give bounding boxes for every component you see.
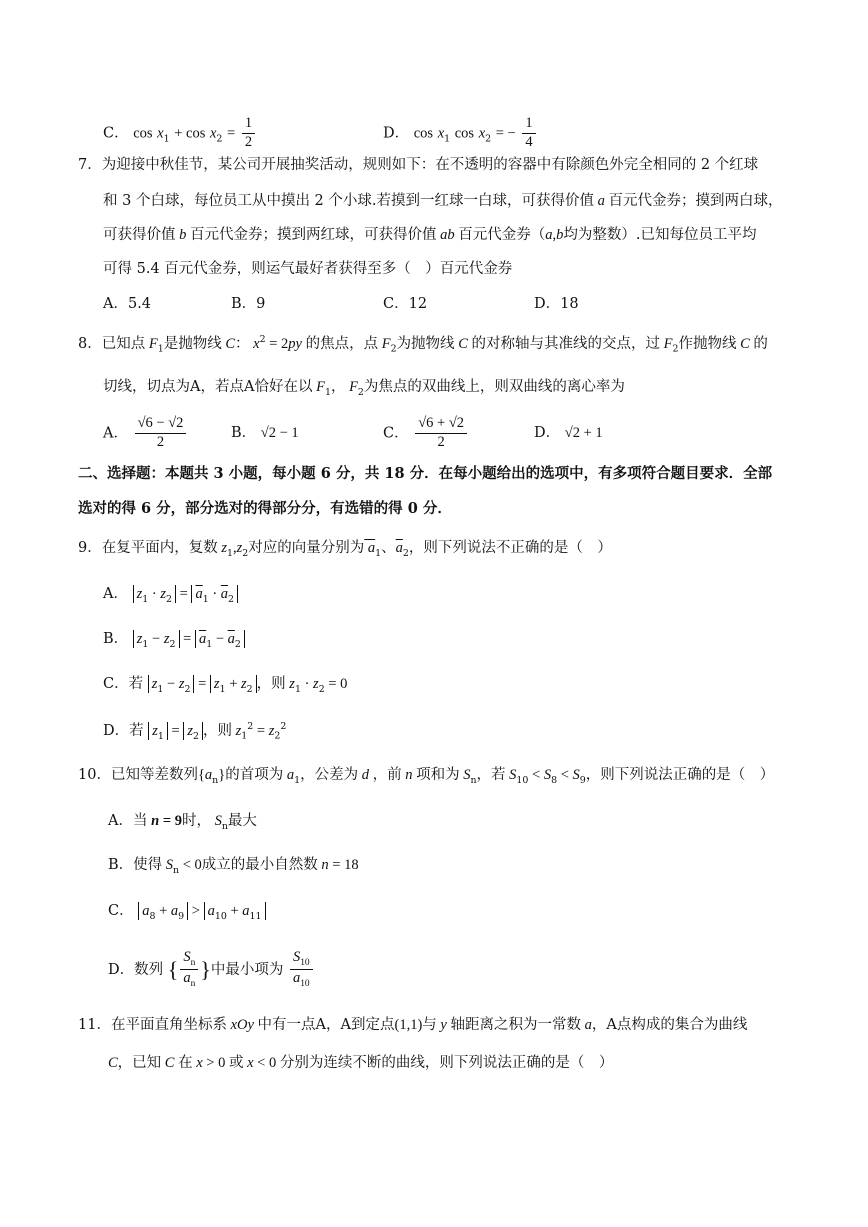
q8-line-2: 切线，切点为A，若点A恰好在以 $F_1$， $F_2$为焦点的双曲线上，则双曲线的离心率为 <box>103 379 625 398</box>
q7-line-2: 和 3 个白球，每位员工从中摸出 2 个小球.若摸到一红球一白球，可获得价值 a 百元代金券；摸到两白球， <box>103 193 783 209</box>
q9-stem: 9．在复平面内，复数 $z_1,z_2$对应的向量分别为 $a_1$、$\overline{a}_2$，则下列说法不正确的是（ ） <box>78 540 612 559</box>
q11-line-2: C，已知 C 在 x > 0 或 x < 0 分别为连续不断的曲线，则下列说法正确的是（ ） <box>108 1055 614 1071</box>
section-2-heading-line-1: 二、选择题：本题共 3 小题，每小题 6 分，共 18 分．在每小题给出的选项中，有多项符合题目要求．全部 <box>78 465 773 482</box>
q7-line-1: 7．为迎接中秋佳节，某公司开展抽奖活动，规则如下：在不透明的容器中有除颜色外完全相同的 2 个红球 <box>78 157 759 173</box>
q7-option-c: C．12 <box>383 296 428 312</box>
q10-option-c: C． $a_8 + a_9 > a_{10} + a_{11}$ <box>108 904 266 921</box>
q9-option-a: A． $z_1 \cdot z_2 = \overline{a}_1 \cdot \overline{a}_2$ <box>103 587 238 604</box>
q10-stem: 10．已知等差数列$\{a_n\}$的首项为 $a_1$，公差为 d ，前 n 项和为 $S_n$，若 $S_{10} < S_8 < S_9$，则下列说法正确的是（ ） <box>78 767 775 786</box>
q7-line-3: 可获得价值 b 百元代金券；摸到两红球，可获得价值 ab 百元代金券（a,b均为整数）.已知每位员工平均 <box>103 227 757 243</box>
q10-option-d: D．数列 { $\frac{S_n}{a_n}$ }中最小项为 $\frac{S_{10}}{a_{10}}$ <box>108 950 315 990</box>
q9-option-b: B． $z_1 - z_2 = \overline{a}_1 - \overline{a}_2$ <box>103 632 245 649</box>
q8-option-c: C． $\frac{√6 + √2}{2}$ <box>383 416 469 451</box>
q10-option-b: B．使得 $S_n < 0$成立的最小自然数 n = 18 <box>108 857 359 876</box>
q7-line-4: 可得 5.4 百元代金券，则运气最好者获得至多（ ）百元代金券 <box>103 261 513 277</box>
q7-option-a: A．5.4 <box>103 296 152 312</box>
q6-option-d: D． $\cos x_1$ $\cos x_2$ = − $\frac{1}{4}$ <box>383 116 538 151</box>
section-2-heading-line-2: 选对的得 6 分，部分选对的得部分分，有选错的得 0 分． <box>78 500 452 517</box>
q8-line-1: 8．已知点 $F_1$是抛物线 C： $x^2 = 2py$ 的焦点，点 $F_2$为抛物线 C 的对称轴与其准线的交点，过 $F_2$作抛物线 C 的 <box>78 334 768 355</box>
q7-option-d: D．18 <box>534 296 579 312</box>
q8-option-a: A． $\frac{√6 - √2}{2}$ <box>103 416 188 451</box>
q9-option-c: C．若 $z_1 - z_2 = z_1 + z_2$ ，则 $z_1 \cdot z_2 = 0$ <box>103 676 348 695</box>
q11-line-1: 11．在平面直角坐标系 xOy 中有一点A，A到定点(1,1)与 y 轴距离之积为一常数 a，A点构成的集合为曲线 <box>78 1017 748 1033</box>
q8-option-d: D． √2 + 1 <box>534 425 603 441</box>
q10-option-a: A．当 n = 9时， $S_n$最大 <box>108 813 257 832</box>
q7-option-b: B．9 <box>231 296 266 312</box>
q9-option-d: D．若 $z_1 = z_2$ ，则 $z_1^2 = z_2^2$ <box>103 721 287 742</box>
q8-option-b: B． √2 − 1 <box>231 425 299 441</box>
q6-option-c: C． $\cos x_1 + \cos x_2$ = $\frac{1}{2}$ <box>103 116 257 151</box>
